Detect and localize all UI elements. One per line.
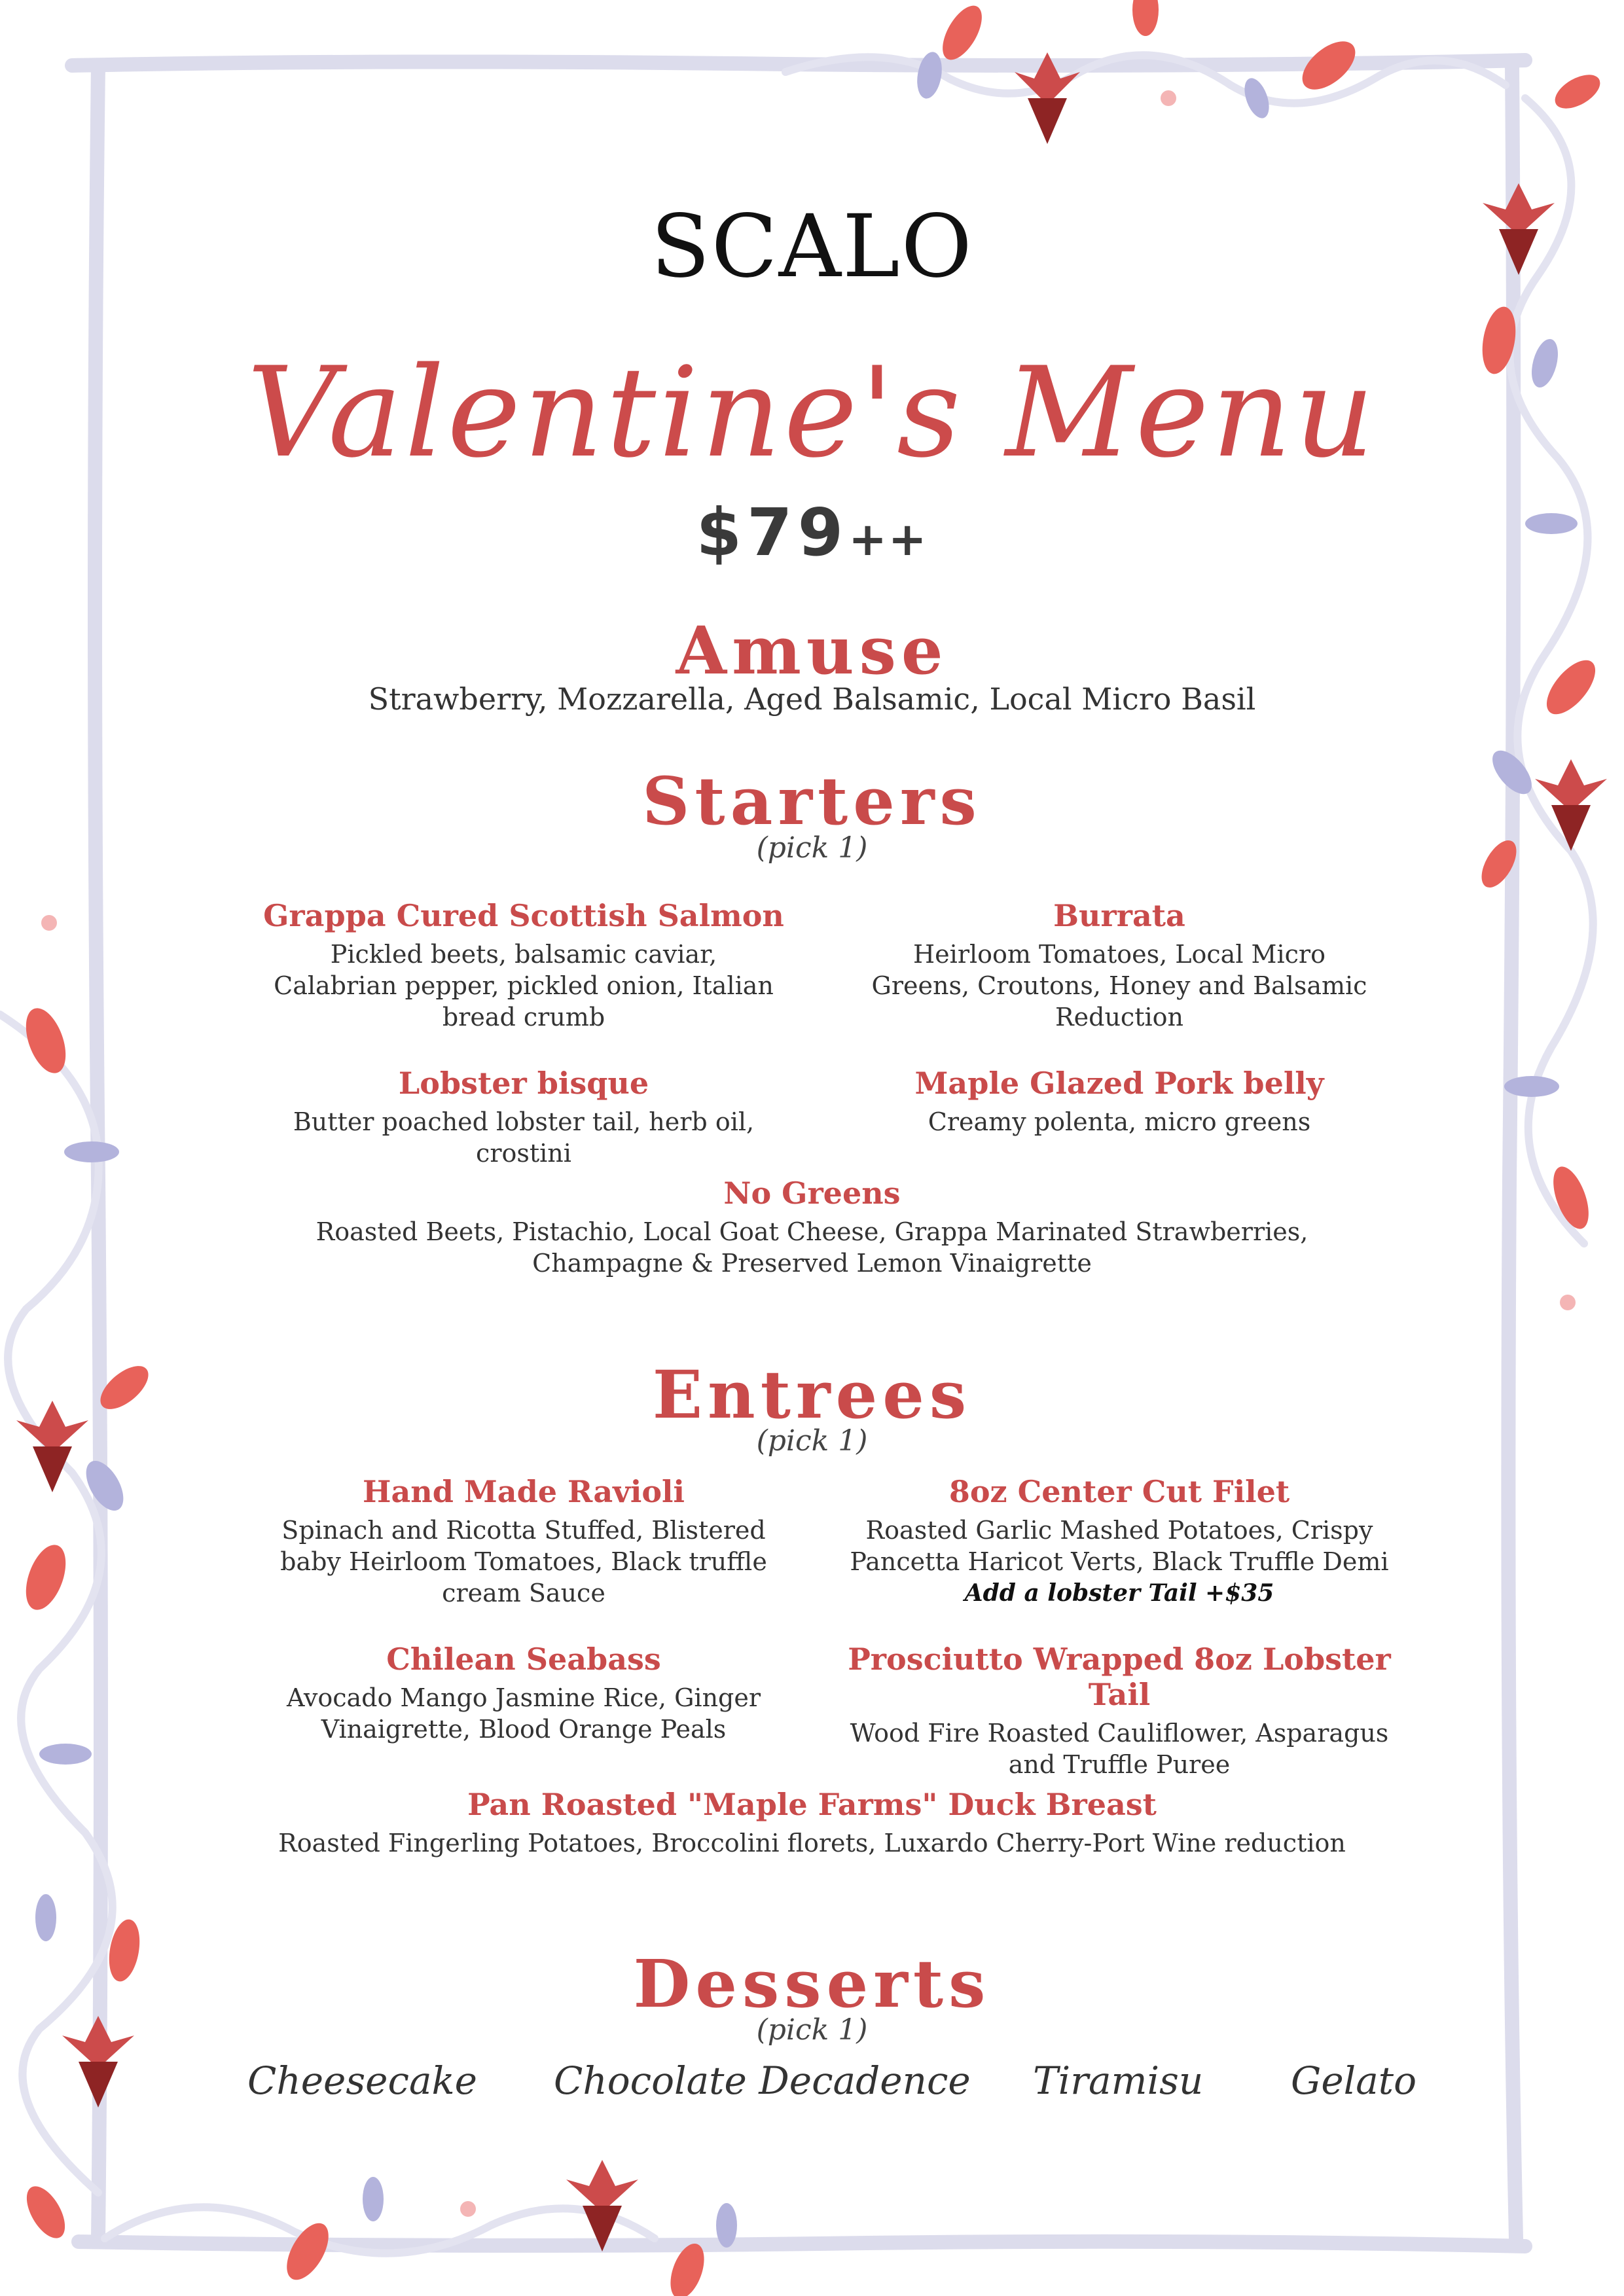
menu-title: Valentine's Menu xyxy=(247,340,1377,485)
dessert-item: Cheesecake xyxy=(247,2058,478,2103)
desc-line: baby Heirloom Tomatoes, Black truffle xyxy=(280,1547,767,1576)
menu-item-no-greens xyxy=(0,1175,1624,1279)
item-name: Chilean Seabass xyxy=(386,1641,661,1677)
price-suffix: ++ xyxy=(848,512,928,566)
desc-line: cream Sauce xyxy=(442,1579,605,1607)
desc-line: Vinaigrette, Blood Orange Peals xyxy=(321,1715,727,1744)
desserts-pick: (pick 1) xyxy=(756,2013,868,2047)
item-description xyxy=(825,1717,1414,1780)
item-description xyxy=(249,1682,799,1745)
item-name: No Greens xyxy=(723,1175,901,1211)
add-on-note: Add a lobster Tail +$35 xyxy=(964,1579,1274,1607)
item-description xyxy=(0,1827,1624,1859)
item-name: Hand Made Ravioli xyxy=(363,1474,685,1509)
menu-item-ravioli xyxy=(249,1474,799,1609)
desc-line: Pancetta Haricot Verts, Black Truffle Demi xyxy=(850,1547,1389,1576)
desc-line: Spinach and Ricotta Stuffed, Blistered xyxy=(281,1516,766,1545)
menu-item-seabass xyxy=(249,1641,799,1745)
desserts-heading: Desserts xyxy=(633,1945,991,2022)
desc-line: Champagne & Preserved Lemon Vinaigrette xyxy=(532,1249,1092,1278)
item-description xyxy=(825,939,1414,1033)
desc-line: Greens, Croutons, Honey and Balsamic xyxy=(871,971,1367,1000)
entrees-heading: Entrees xyxy=(652,1356,972,1433)
dessert-item: Tiramisu xyxy=(1033,2058,1204,2103)
menu-item-lobster-tail xyxy=(825,1641,1414,1780)
entrees-pick: (pick 1) xyxy=(756,1424,868,1458)
item-description xyxy=(825,1106,1414,1138)
dessert-item: Gelato xyxy=(1291,2058,1417,2103)
restaurant-name: SCALO xyxy=(651,196,973,297)
item-name: Lobster bisque xyxy=(398,1066,649,1101)
item-name: Grappa Cured Scottish Salmon xyxy=(263,898,784,933)
desc-line: Roasted Beets, Pistachio, Local Goat Cheese, Grappa Marinated Strawberries, xyxy=(316,1217,1308,1246)
starters-heading: Starters xyxy=(642,762,982,840)
desc-line: and Truffle Puree xyxy=(1008,1750,1231,1779)
menu-item-lobster-bisque xyxy=(249,1066,799,1169)
desc-line: Heirloom Tomatoes, Local Micro xyxy=(913,940,1326,969)
dessert-item: Chocolate Decadence xyxy=(554,2058,971,2103)
desc-line: bread crumb xyxy=(442,1003,605,1031)
desc-line: Calabrian pepper, pickled onion, Italian xyxy=(274,971,774,1000)
desc-line: Roasted Garlic Mashed Potatoes, Crispy xyxy=(865,1516,1373,1545)
item-name: Prosciutto Wrapped 8oz Lobster Tail xyxy=(848,1641,1391,1712)
item-name: Maple Glazed Pork belly xyxy=(914,1066,1324,1101)
desc-line: Butter poached lobster tail, herb oil, crostini xyxy=(293,1107,755,1168)
item-name: 8oz Center Cut Filet xyxy=(948,1474,1290,1509)
item-name: Pan Roasted "Maple Farms" Duck Breast xyxy=(467,1787,1157,1822)
item-name: Burrata xyxy=(1053,898,1185,933)
price-amount: $79 xyxy=(696,494,849,571)
item-description xyxy=(0,1216,1624,1279)
amuse-heading: Amuse xyxy=(676,612,948,689)
menu-item-pork-belly xyxy=(825,1066,1414,1138)
menu-item-filet xyxy=(825,1474,1414,1609)
menu-item-duck-breast xyxy=(0,1787,1624,1859)
item-description xyxy=(249,1106,799,1169)
desc-line: Avocado Mango Jasmine Rice, Ginger xyxy=(286,1683,761,1712)
item-description xyxy=(825,1515,1414,1609)
desc-line: Roasted Fingerling Potatoes, Broccolini florets, Luxardo Cherry-Port Wine reduction xyxy=(278,1829,1346,1857)
item-description xyxy=(249,939,799,1033)
desc-line: Wood Fire Roasted Cauliflower, Asparagus xyxy=(850,1719,1389,1748)
starters-pick: (pick 1) xyxy=(756,831,868,865)
amuse-description: Strawberry, Mozzarella, Aged Balsamic, Local Micro Basil xyxy=(368,681,1256,717)
menu-item-burrata xyxy=(825,898,1414,1033)
desc-line: Creamy polenta, micro greens xyxy=(928,1107,1311,1136)
price xyxy=(0,494,1624,571)
menu-item-salmon xyxy=(249,898,799,1033)
desc-line: Pickled beets, balsamic caviar, xyxy=(330,940,717,969)
item-description xyxy=(249,1515,799,1609)
desc-line: Reduction xyxy=(1055,1003,1183,1031)
